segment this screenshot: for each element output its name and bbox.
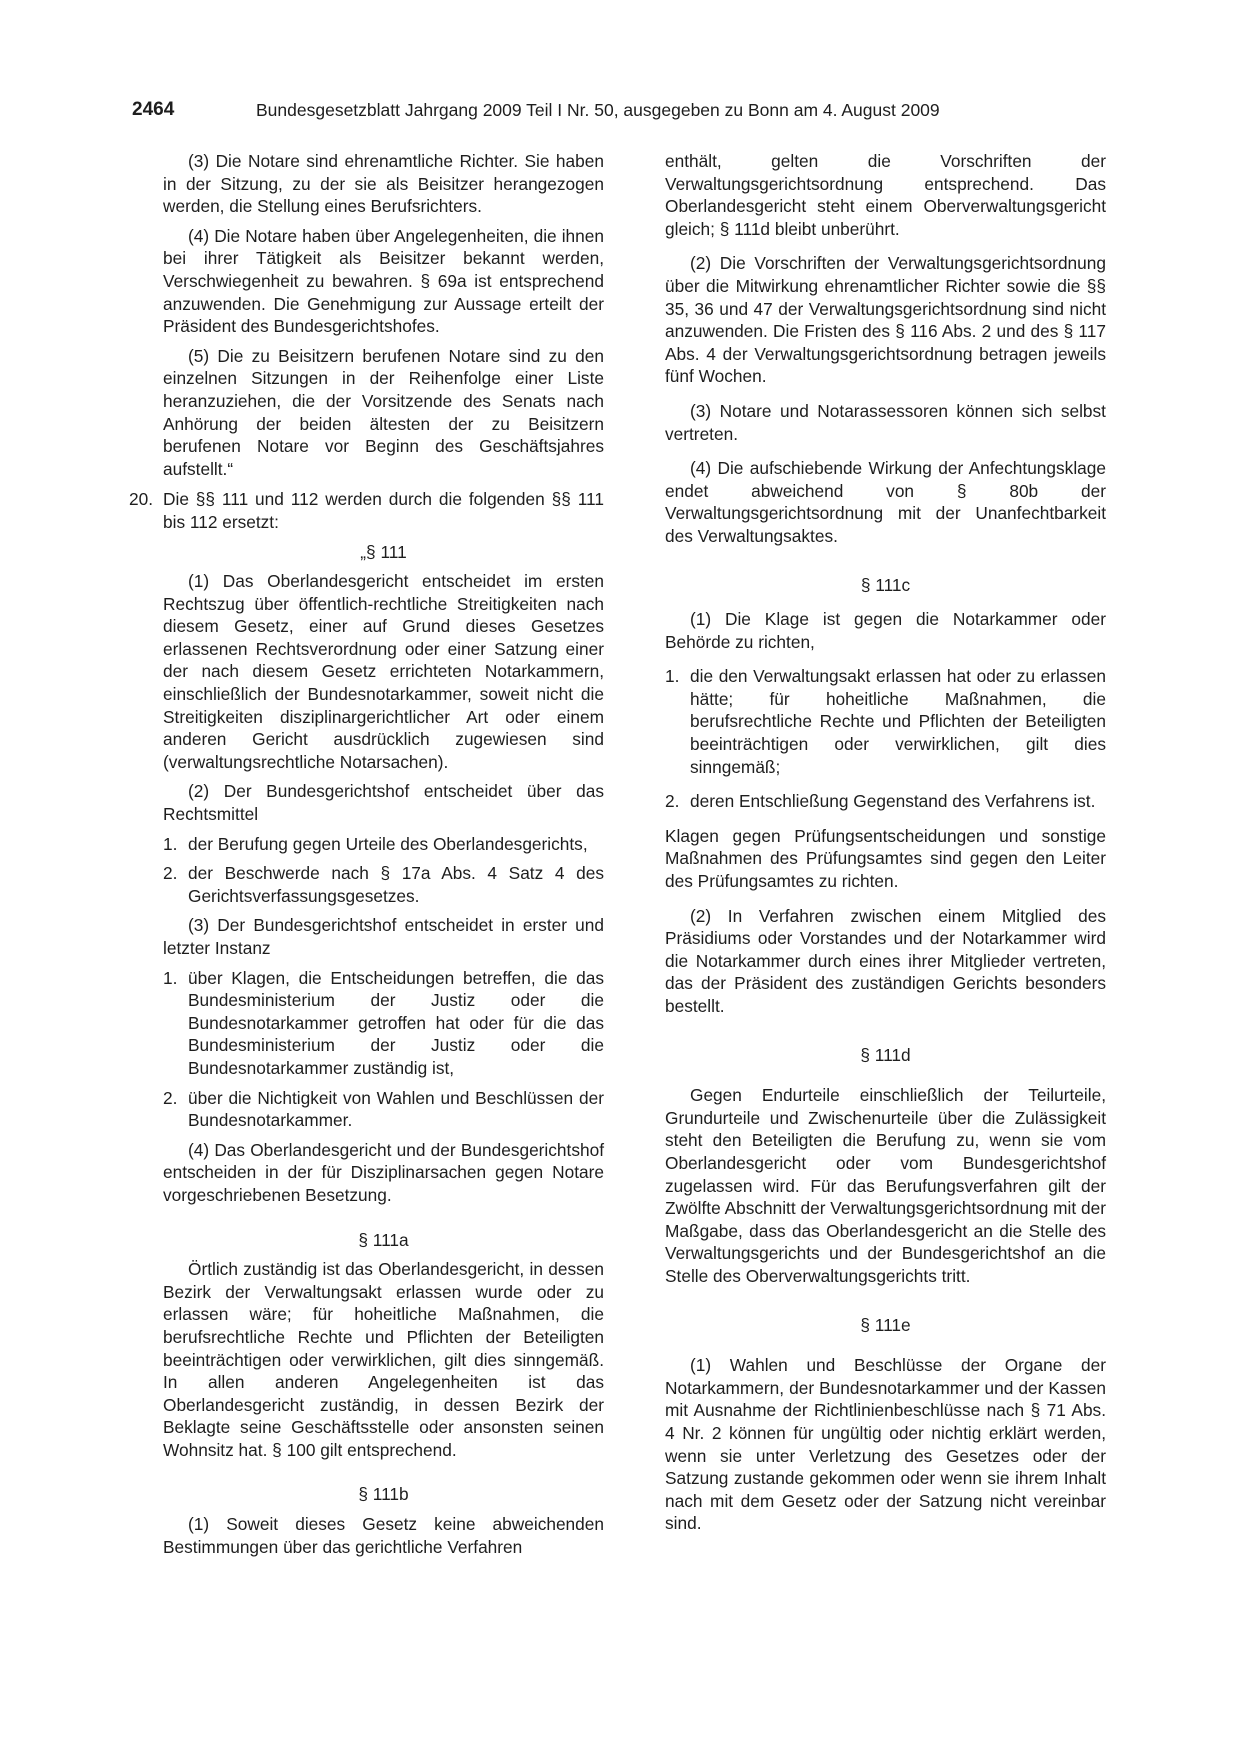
section-111b-paragraph-4: (4) Die aufschiebende Wirkung der Anfechtungsklage endet abweichend von § 80b der Verwaltungsgerichtsordnung mit der Unanfechtbarkeit des Verwaltungsaktes.: [665, 458, 1106, 546]
list-item-text: über die Nichtigkeit von Wahlen und Beschlüssen der Bundesnotarkammer.: [188, 1087, 604, 1131]
section-111a-paragraph: Örtlich zuständig ist das Oberlandesgericht, in dessen Bezirk der Verwaltungsakt erlassen wurde oder zu erlassen wäre; für hoheitliche Maßnahmen, die berufsrechtliche Rechte und Pflichten der Beteiligten beeinträchtigen oder verwirklichen, gilt dies sinngemäß. In allen anderen Angelegenheiten ist das Oberlandesgericht zuständig, in dessen Bezirk der Beklagte seine Geschäftsstelle oder ansonsten seinen Wohnsitz hat. § 100 gilt entsprechend.: [163, 1259, 604, 1460]
list-item: [163, 862, 604, 907]
section-111c-heading: § 111c: [860, 574, 911, 595]
list-item-text: über Klagen, die Entscheidungen betreffen, die das Bundesministerium der Justiz oder die Bundesnotarkammer getroffen hat oder für die das Bundesministerium der Justiz oder die Bundesnotarkammer zuständig ist,: [188, 967, 604, 1078]
list-item-number: 2.: [665, 791, 680, 812]
section-111-paragraph-1: (1) Das Oberlandesgericht entscheidet im ersten Rechtszug über öffentlich-rechtliche Streitigkeiten nach diesem Gesetz, einer auf Grund dieses Gesetzes erlassenen Rechtsverordnung oder einer Satzung einer der nach diesem Gesetz errichteten Notarkammern, einschließlich der Bundesnotarkammer, soweit nicht die Streitigkeiten disziplinargerichtlicher Art oder einem anderen Gericht ausdrücklich zugewiesen sind (verwaltungsrechtliche Notarsachen).: [163, 571, 604, 772]
section-111d-heading: § 111d: [860, 1044, 911, 1065]
list-item-text: die den Verwaltungsakt erlassen hat oder zu erlassen hätte; für hoheitliche Maßnahmen, die berufsrechtliche Rechte und Pflichten der Beteiligten beeinträchtigen oder verwirklichen, gilt dies sinngemäß;: [690, 666, 1106, 777]
list-item-number: 2.: [163, 863, 178, 884]
section-111d-paragraph: Gegen Endurteile einschließlich der Teilurteile, Grundurteile und Zwischenurteile über die Zulässigkeit steht den Beteiligten die Berufung zu, wenn sie vom Oberlandesgericht oder vom Bundesgerichtshof zugelassen wird. Für das Berufungsverfahren gilt der Zwölfte Abschnitt der Verwaltungsgerichtsordnung mit der Maßgabe, dass das Oberlandesgericht an die Stelle des Verwaltungsgerichts und der Bundesgerichtshof an die Stelle des Oberverwaltungsgerichts tritt.: [665, 1085, 1106, 1286]
section-111b-paragraph-3: (3) Notare und Notarassessoren können sich selbst vertreten.: [665, 400, 1106, 444]
amendment-item-text: Die §§ 111 und 112 werden durch die folgenden §§ 111 bis 112 ersetzt:: [163, 489, 604, 532]
section-111-paragraph-3: (3) Der Bundesgerichtshof entscheidet in erster und letzter Instanz: [163, 915, 604, 958]
list-item: [163, 1087, 604, 1132]
list-item-number: 1.: [163, 833, 178, 854]
list-item: [665, 790, 1106, 813]
section-111e-heading: § 111e: [860, 1314, 911, 1335]
right-column: [665, 150, 1106, 1535]
list-item-text: deren Entschließung Gegenstand des Verfahrens ist.: [690, 791, 1096, 812]
section-111b-paragraph-1-continued: enthält, gelten die Vorschriften der Verwaltungsgerichtsordnung entsprechend. Das Oberlandesgericht steht einem Oberverwaltungsgericht gleich; § 111d bleibt unberührt.: [665, 151, 1106, 239]
list-item-number: 1.: [163, 967, 178, 988]
page-number: 2464: [132, 99, 175, 120]
section-111b-heading: § 111b: [358, 1484, 409, 1505]
section-111b-paragraph-2: (2) Die Vorschriften der Verwaltungsgerichtsordnung über die Mitwirkung ehrenamtlicher Richter sowie die §§ 35, 36 und 47 der Verwaltungsgerichtsordnung sind nicht anzuwenden. Die Fristen des § 116 Abs. 2 und des § 117 Abs. 4 der Verwaltungsgerichtsordnung betragen jeweils fünf Wochen.: [665, 253, 1106, 387]
section-111b-paragraph-1-start: (1) Soweit dieses Gesetz keine abweichenden Bestimmungen über das gerichtliche Verfahren: [163, 1514, 604, 1557]
list-item: [665, 665, 1106, 778]
section-111-paragraph-4: (4) Das Oberlandesgericht und der Bundesgerichtshof entscheiden in der für Disziplinarsachen gegen Notare vorgeschriebenen Besetzung.: [163, 1139, 604, 1205]
list-item: [163, 967, 604, 1080]
gazette-header-title: Bundesgesetzblatt Jahrgang 2009 Teil I Nr. 50, ausgegeben zu Bonn am 4. August 2009: [256, 100, 940, 120]
paragraph-4-confidentiality: (4) Die Notare haben über Angelegenheiten, die ihnen bei ihrer Tätigkeit als Beisitzer bekannt werden, Verschwiegenheit zu bewahren. § 69a ist entsprechend anzuwenden. Die Genehmigung zur Aussage erteilt der Präsident des Bundesgerichtshofes.: [163, 225, 604, 337]
list-item-number: 2.: [163, 1087, 178, 1108]
list-item-text: der Berufung gegen Urteile des Oberlandesgerichts,: [188, 833, 588, 854]
amendment-item-20: [129, 488, 604, 533]
section-111c-paragraph-2: (2) In Verfahren zwischen einem Mitglied des Präsidiums oder Vorstandes und der Notarkammer wird die Notarkammer durch eines ihrer Mitglieder vertreten, das der Präsident des zuständigen Gerichts besonders bestellt.: [665, 905, 1106, 1016]
section-111-paragraph-2: (2) Der Bundesgerichtshof entscheidet über das Rechtsmittel: [163, 781, 604, 825]
section-111e-paragraph-1: (1) Wahlen und Beschlüsse der Organe der Notarkammern, der Bundesnotarkammer und der Kassen mit Ausnahme der Richtlinienbeschlüsse nach § 71 Abs. 4 Nr. 2 können für ungültig oder nichtig erklärt werden, wenn sie unter Verletzung des Gesetzes oder der Satzung zustande gekommen oder wenn sie ihrem Inhalt nach mit dem Gesetz oder der Satzung nicht vereinbar sind.: [665, 1355, 1106, 1534]
section-111c-paragraph-1-after-list: Klagen gegen Prüfungsentscheidungen und sonstige Maßnahmen des Prüfungsamtes sind gegen den Leiter des Prüfungsamtes zu richten.: [665, 825, 1106, 892]
section-111-heading: „§ 111: [360, 541, 407, 562]
list-item-number: 1.: [665, 666, 680, 687]
page-header: [132, 99, 1107, 129]
amendment-item-number: 20.: [129, 489, 154, 510]
list-item: [163, 833, 604, 856]
section-111c-paragraph-1: (1) Die Klage ist gegen die Notarkammer oder Behörde zu richten,: [665, 609, 1106, 652]
left-column: [129, 150, 604, 1558]
list-item-text: der Beschwerde nach § 17a Abs. 4 Satz 4 des Gerichtsverfassungsgesetzes.: [188, 863, 604, 906]
section-111a-heading: § 111a: [358, 1229, 409, 1250]
paragraph-3-honorary-judges: (3) Die Notare sind ehrenamtliche Richter. Sie haben in der Sitzung, zu der sie als Beisitzer herangezogen werden, die Stellung eines Berufsrichters.: [163, 151, 604, 217]
paragraph-5-assessor-list: (5) Die zu Beisitzern berufenen Notare sind zu den einzelnen Sitzungen in der Reihenfolge einer Liste heranzuziehen, die der Vorsitzende des Senats nach Anhörung der beiden ältesten der zu Beisitzern berufenen Notare vor Beginn des Geschäftsjahres aufstellt.“: [163, 345, 604, 479]
